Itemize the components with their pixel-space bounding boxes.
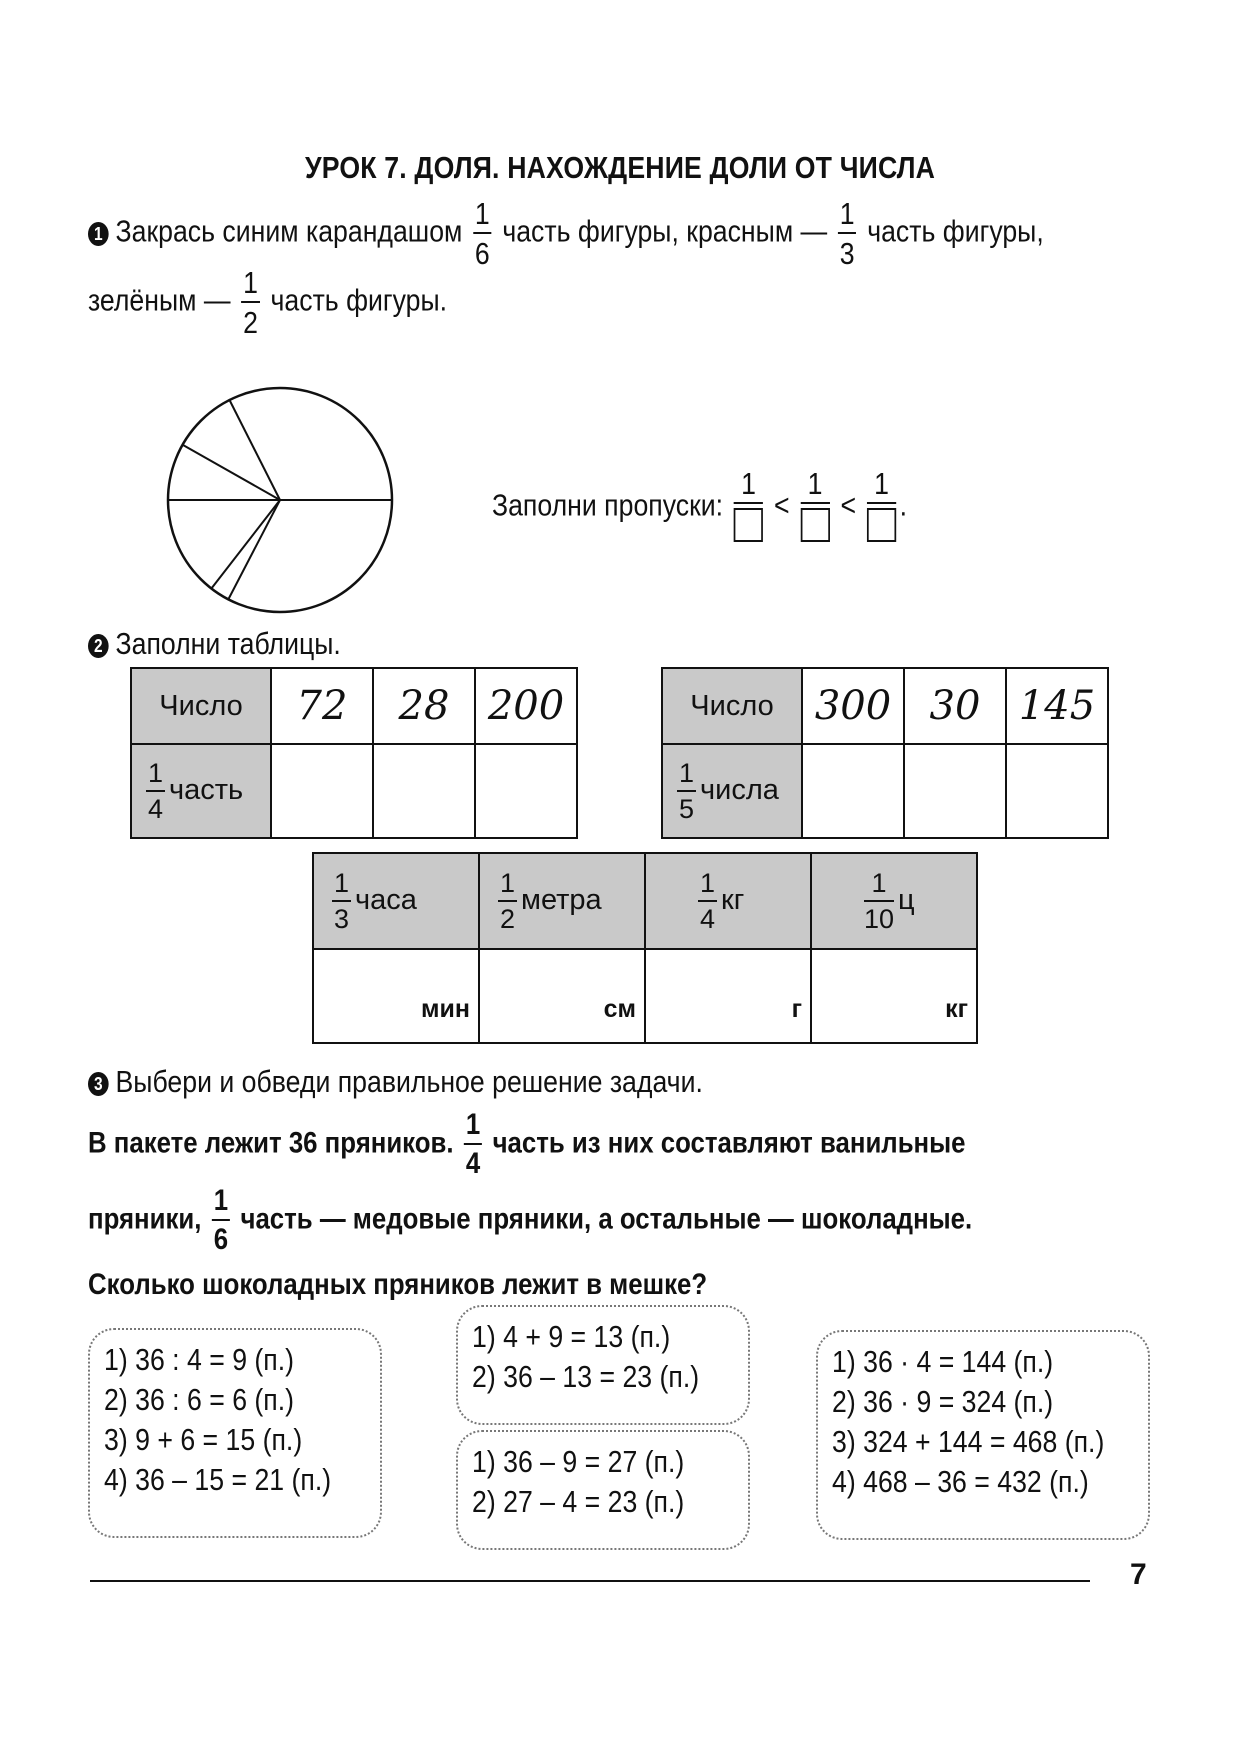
problem-line1 xyxy=(88,1110,966,1179)
table2-answer-cell[interactable] xyxy=(904,744,1006,838)
solution-step: 2) 36 · 9 = 324 (п.) xyxy=(832,1384,1054,1419)
table3-header-label: часа xyxy=(355,883,417,916)
less-than-sign: < xyxy=(840,487,857,523)
fraction-1-6: $\frac{1}{6}$ xyxy=(213,1184,229,1256)
task2-heading xyxy=(88,626,341,662)
table3-header xyxy=(645,853,811,949)
table1-answer-cell[interactable] xyxy=(373,744,475,838)
task1-text-c: часть фигуры, xyxy=(867,213,1044,249)
fraction-1-3: $\frac{1}{3}$ xyxy=(839,196,855,271)
solution-step: 2) 27 – 4 = 23 (п.) xyxy=(472,1484,685,1519)
circle-figure[interactable] xyxy=(160,380,400,620)
solution-step: 4) 36 – 15 = 21 (п.) xyxy=(104,1462,332,1497)
solution-step: 2) 36 – 13 = 23 (п.) xyxy=(472,1359,700,1394)
page-number: 7 xyxy=(1130,1558,1147,1591)
blank-denominator-box[interactable] xyxy=(867,508,896,542)
task2-heading-text: Заполни таблицы. xyxy=(115,626,341,661)
solution-step: 3) 324 + 144 = 468 (п.) xyxy=(832,1424,1105,1459)
solution-option-middle-top[interactable] xyxy=(456,1305,750,1425)
table3-header-fraction: $\frac{1}{10}$ xyxy=(864,867,895,934)
problem-text: пряники, xyxy=(88,1202,202,1236)
table1-answer-cell[interactable] xyxy=(475,744,577,838)
task1-text-b: часть фигуры, красным — xyxy=(502,213,828,249)
solution-step: 2) 36 : 6 = 6 (п.) xyxy=(104,1382,295,1417)
table1-value: 28 xyxy=(373,668,475,744)
table2-value: 145 xyxy=(1006,668,1108,744)
blank-fraction: 1 xyxy=(867,468,896,547)
blank-denominator-box[interactable] xyxy=(734,508,763,542)
table1-answer-cell[interactable] xyxy=(271,744,373,838)
fraction-1-5: $\frac{1}{5}$ xyxy=(679,757,695,824)
task2-number-badge: 2 xyxy=(88,634,109,658)
table-fifth xyxy=(661,667,1109,839)
task1-number-badge: 1 xyxy=(88,222,109,246)
table2-answer-cell[interactable] xyxy=(1006,744,1108,838)
problem-text: часть из них составляют ванильные xyxy=(492,1126,966,1160)
task1-text-e: часть фигуры. xyxy=(270,282,448,318)
problem-text: В пакете лежит 36 пряников. xyxy=(88,1126,454,1160)
fraction-1-4: $\frac{1}{4}$ xyxy=(465,1108,481,1180)
table3-header-label: метра xyxy=(521,883,602,916)
table3-header xyxy=(313,853,479,949)
blank-fraction: 1 xyxy=(800,468,829,547)
task1-line2 xyxy=(88,267,447,338)
table1-value: 200 xyxy=(475,668,577,744)
fraction-1-6: $\frac{1}{6}$ xyxy=(474,196,490,271)
problem-question: Сколько шоколадных пряников лежит в мешке? xyxy=(88,1268,708,1301)
table2-value: 300 xyxy=(802,668,904,744)
solution-option-middle-bottom[interactable] xyxy=(456,1430,750,1550)
solution-option-left[interactable] xyxy=(88,1328,382,1538)
blank-fraction: 1 xyxy=(734,468,763,547)
blank-denominator-box[interactable] xyxy=(800,508,829,542)
table2-row2-text: числа xyxy=(700,773,779,806)
problem-line2 xyxy=(88,1186,972,1255)
table3-header-fraction: $\frac{1}{2}$ xyxy=(500,867,516,934)
problem-text: часть — медовые пряники, а остальные — шоколадные. xyxy=(240,1202,973,1236)
less-than-sign: < xyxy=(773,487,790,523)
table3-unit-cell[interactable]: г xyxy=(645,949,811,1043)
solution-step: 3) 9 + 6 = 15 (п.) xyxy=(104,1422,303,1457)
fraction-1-4: $\frac{1}{4}$ xyxy=(148,757,164,824)
table3-header xyxy=(811,853,977,949)
table3-header-label: ц xyxy=(898,883,915,916)
solution-option-right[interactable] xyxy=(816,1330,1150,1540)
table3-header xyxy=(479,853,645,949)
task1-line1 xyxy=(88,198,1044,269)
table2-row2-label xyxy=(662,744,802,838)
table3-header-fraction: $\frac{1}{3}$ xyxy=(334,867,350,934)
fill-blanks-label: Заполни пропуски: xyxy=(492,487,724,523)
table3-header-fraction: $\frac{1}{4}$ xyxy=(700,867,716,934)
solution-step: 4) 468 – 36 = 432 (п.) xyxy=(832,1464,1089,1499)
task3-number-badge: 3 xyxy=(88,1072,109,1096)
solution-step: 1) 4 + 9 = 13 (п.) xyxy=(472,1319,671,1354)
table2-answer-cell[interactable] xyxy=(802,744,904,838)
fill-end-period: . xyxy=(899,487,908,523)
table3-unit-cell[interactable]: см xyxy=(479,949,645,1043)
page-title: УРОК 7. ДОЛЯ. НАХОЖДЕНИЕ ДОЛИ ОТ ЧИСЛА xyxy=(304,150,936,185)
fill-blanks-row xyxy=(492,468,907,547)
solution-step: 1) 36 : 4 = 9 (п.) xyxy=(104,1342,295,1377)
task1-text-d: зелёным — xyxy=(88,282,231,318)
table1-row1-label: Число xyxy=(131,668,271,744)
solution-step: 1) 36 – 9 = 27 (п.) xyxy=(472,1444,685,1479)
table-units xyxy=(312,852,978,1044)
task3-heading xyxy=(88,1064,703,1100)
table1-row2-text: часть xyxy=(169,773,244,806)
table3-header-label: кг xyxy=(721,883,745,916)
fraction-1-2: $\frac{1}{2}$ xyxy=(243,265,258,340)
table1-value: 72 xyxy=(271,668,373,744)
table3-unit-cell[interactable]: кг xyxy=(811,949,977,1043)
footer-rule xyxy=(90,1580,1090,1582)
solution-step: 1) 36 · 4 = 144 (п.) xyxy=(832,1344,1054,1379)
task3-heading-text: Выбери и обведи правильное решение задачи. xyxy=(115,1064,703,1099)
table2-value: 30 xyxy=(904,668,1006,744)
table-quarter xyxy=(130,667,578,839)
task1-text-a: Закрась синим карандашом xyxy=(115,213,463,249)
table1-row2-label xyxy=(131,744,271,838)
table2-row1-label: Число xyxy=(662,668,802,744)
table3-unit-cell[interactable]: мин xyxy=(313,949,479,1043)
